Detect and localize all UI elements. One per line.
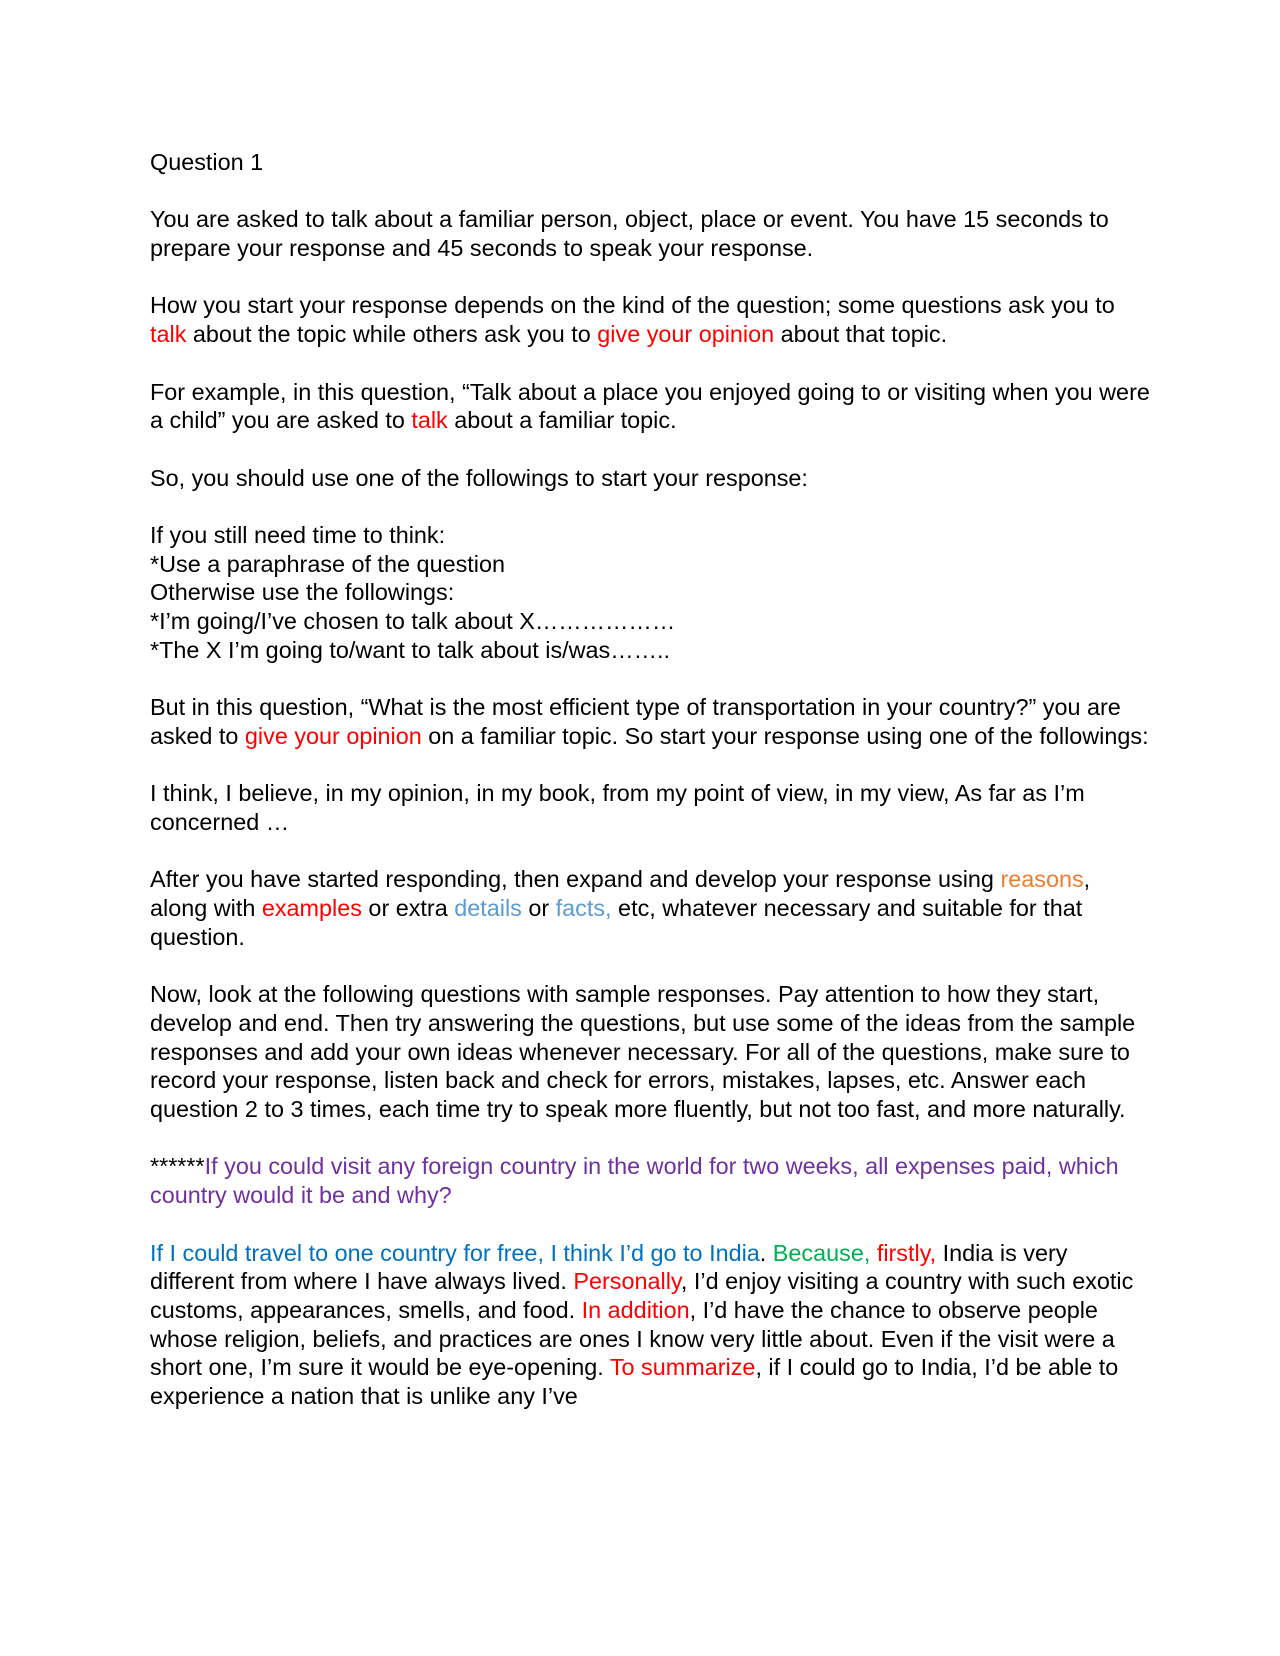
text-run: , if I could go to India, I’d be able to experience a nation that is unlike any I’ve	[150, 1354, 1119, 1410]
list-item: *Use a paraphrase of the question	[150, 550, 505, 577]
text-run: about a familiar topic.	[447, 407, 677, 434]
highlight-to-summarize: To summarize	[609, 1354, 756, 1381]
highlight-firstly: firstly,	[870, 1239, 937, 1266]
list-item: *I’m going/I’ve chosen to talk about X………………	[150, 608, 676, 635]
highlight-give-opinion: give your opinion	[597, 321, 775, 348]
highlight-because: Because,	[772, 1239, 871, 1266]
text-run: For example, in this question, “Talk about a place you enjoyed going to or visiting when you were a child” you are asked to	[150, 378, 1150, 434]
text-run: , I’d enjoy visiting a country with such exotic customs, appearances, smells, and food.	[150, 1268, 1134, 1323]
text-run: , I’d have the chance to observe people whose religion, beliefs, and practices are ones I know very little about. Even if the visit were a short one, I’m sure it would be eye-opening.	[150, 1296, 1115, 1381]
text-run: or extra	[361, 895, 455, 922]
list-item: If you still need time to think:	[150, 522, 446, 549]
highlight-personally: Personally	[573, 1268, 681, 1295]
text-run: about that topic.	[774, 321, 948, 348]
question-heading: Question 1	[150, 149, 264, 175]
start-response-paragraph	[150, 291, 1150, 348]
opinion-paragraph	[150, 693, 1150, 750]
highlight-details: details	[454, 895, 522, 922]
text-run: But in this question, “What is the most efficient type of transportation in your country?” you are asked to	[150, 694, 1121, 749]
highlight-talk: talk	[411, 407, 448, 434]
sample-question	[150, 1152, 1150, 1209]
highlight-facts: facts,	[555, 895, 612, 922]
highlight-talk: talk	[150, 321, 187, 348]
text-run: , along with	[150, 866, 1091, 922]
document-page	[150, 148, 1150, 1439]
text-run: After you have started responding, then expand and develop your response using	[150, 866, 1001, 893]
highlight-in-addition: In addition	[581, 1296, 690, 1323]
example-paragraph	[150, 378, 1150, 435]
followings-paragraph: So, you should use one of the followings to start your response:	[150, 464, 808, 491]
answer-opening: If I could travel to one country for free, I think I’d go to India	[150, 1239, 760, 1266]
instructions-paragraph: Now, look at the following questions with sample responses. Pay attention to how they start, develop and end. Then try answering the questions, but use some of the ideas from the sample responses and add your own ideas whenever necessary. For all of the questions, make sure to record your response, listen back and check for errors, mistakes, lapses, etc. Answer each question 2 to 3 times, each time try to speak more fluently, but not too fast, and more naturally.	[150, 981, 1136, 1123]
sample-question-text: If you could visit any foreign country in the world for two weeks, all expenses paid, which country would it be and why?	[150, 1153, 1119, 1209]
list-item: Otherwise use the followings:	[150, 579, 455, 606]
highlight-give-opinion: give your opinion	[244, 722, 422, 749]
highlight-examples: examples	[261, 895, 362, 922]
text-run: How you start your response depends on the kind of the question; some questions ask you to	[150, 292, 1115, 319]
highlight-reasons: reasons	[1000, 866, 1084, 893]
text-run: or	[521, 895, 556, 922]
opinion-phrases: I think, I believe, in my opinion, in my book, from my point of view, in my view, As far as I’m concerned …	[150, 780, 1085, 836]
text-run: etc, whatever necessary and suitable for that question.	[150, 895, 1083, 950]
develop-paragraph	[150, 865, 1150, 951]
text-run: about the topic while others ask you to	[186, 321, 598, 348]
list-item: *The X I’m going to/want to talk about is/was……..	[150, 636, 671, 663]
question-stars: ******	[150, 1153, 205, 1180]
text-run: .	[759, 1239, 773, 1266]
starter-list	[150, 521, 1150, 665]
sample-answer	[150, 1239, 1150, 1411]
text-run: India is very different from where I have always lived.	[150, 1239, 1068, 1295]
text-run: on a familiar topic. So start your response using one of the followings:	[421, 722, 1149, 749]
intro-paragraph: You are asked to talk about a familiar person, object, place or event. You have 15 seconds to prepare your response and 45 seconds to speak your response.	[150, 206, 1109, 262]
